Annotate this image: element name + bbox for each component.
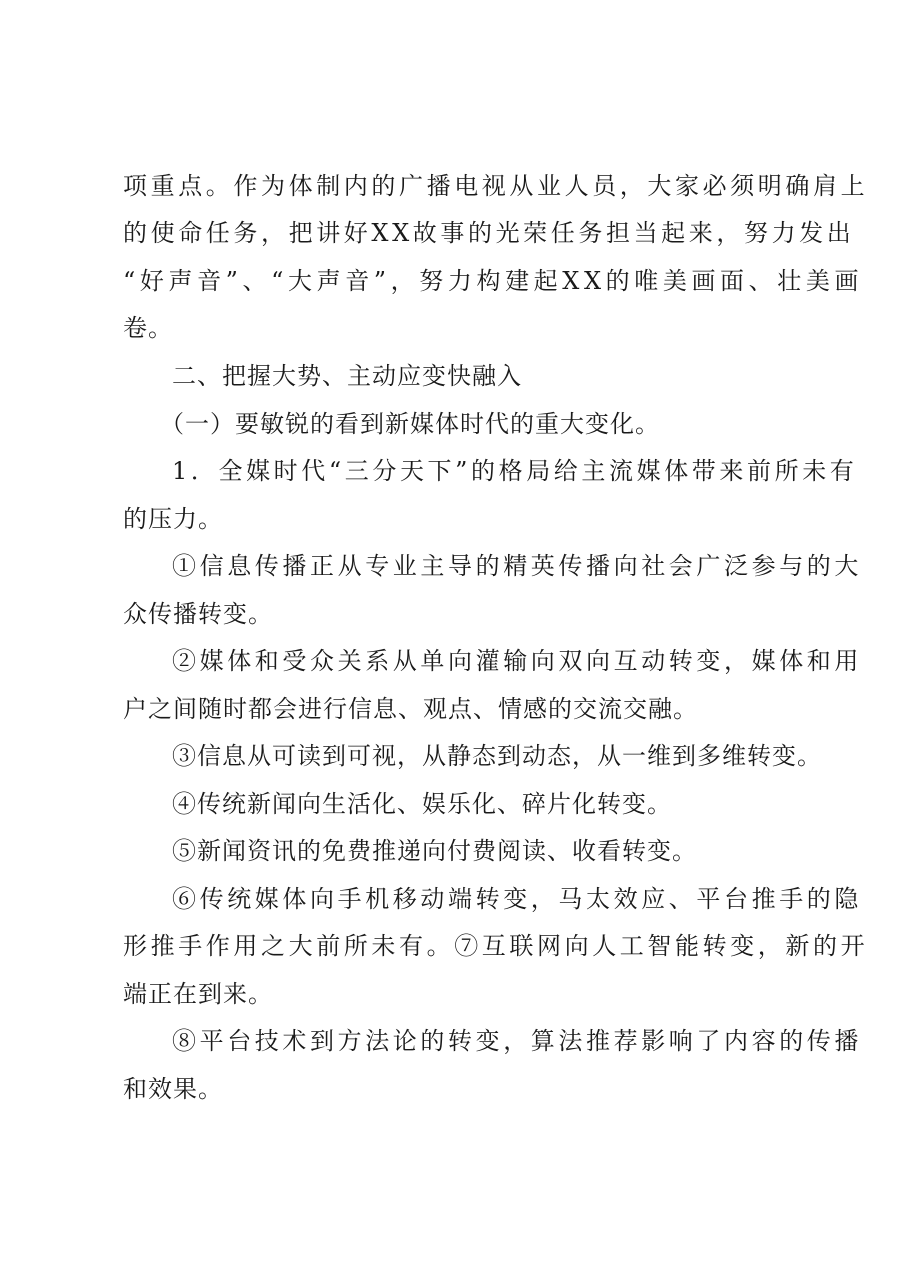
list-item: ⑧平台技术到方法论的转变，算法推荐影响了内容的传播	[172, 1027, 862, 1055]
text-line: 卷。	[123, 314, 173, 342]
text-line: 的使命任务，把讲好XX故事的光荣任务担当起来，努力发出	[123, 219, 855, 247]
text-line: 1．全媒时代“三分天下”的格局给主流媒体带来前所未有	[172, 457, 858, 485]
list-item: ③信息从可读到可视，从静态到动态，从一维到多维转变。	[172, 742, 822, 770]
text-line: 户之间随时都会进行信息、观点、情感的交流交融。	[123, 695, 698, 723]
text-line: 的压力。	[123, 505, 223, 533]
text-line: 和效果。	[123, 1075, 223, 1103]
section-heading: 二、把握大势、主动应变快融入	[172, 362, 522, 390]
text-line: 端正在到来。	[123, 980, 273, 1008]
text-line: “好声音”、“大声音”，努力构建起XX的唯美画面、壮美画	[123, 267, 864, 295]
list-item: ⑥传统媒体向手机移动端转变，马太效应、平台推手的隐	[172, 885, 862, 913]
subsection-heading: （一）要敏锐的看到新媒体时代的重大变化。	[160, 410, 660, 438]
text-line: 形推手作用之大前所未有。⑦互联网向人工智能转变，新的开	[123, 932, 869, 960]
list-item: ②媒体和受众关系从单向灌输向双向互动转变，媒体和用	[172, 647, 862, 675]
list-item: ④传统新闻向生活化、娱乐化、碎片化转变。	[172, 790, 672, 818]
list-item: ⑤新闻资讯的免费推递向付费阅读、收看转变。	[172, 837, 697, 865]
text-line: 项重点。作为体制内的广播电视从业人员，大家必须明确肩上	[123, 172, 869, 200]
text-line: 众传播转变。	[123, 600, 273, 628]
list-item: ①信息传播正从专业主导的精英传播向社会广泛参与的大	[172, 552, 862, 580]
